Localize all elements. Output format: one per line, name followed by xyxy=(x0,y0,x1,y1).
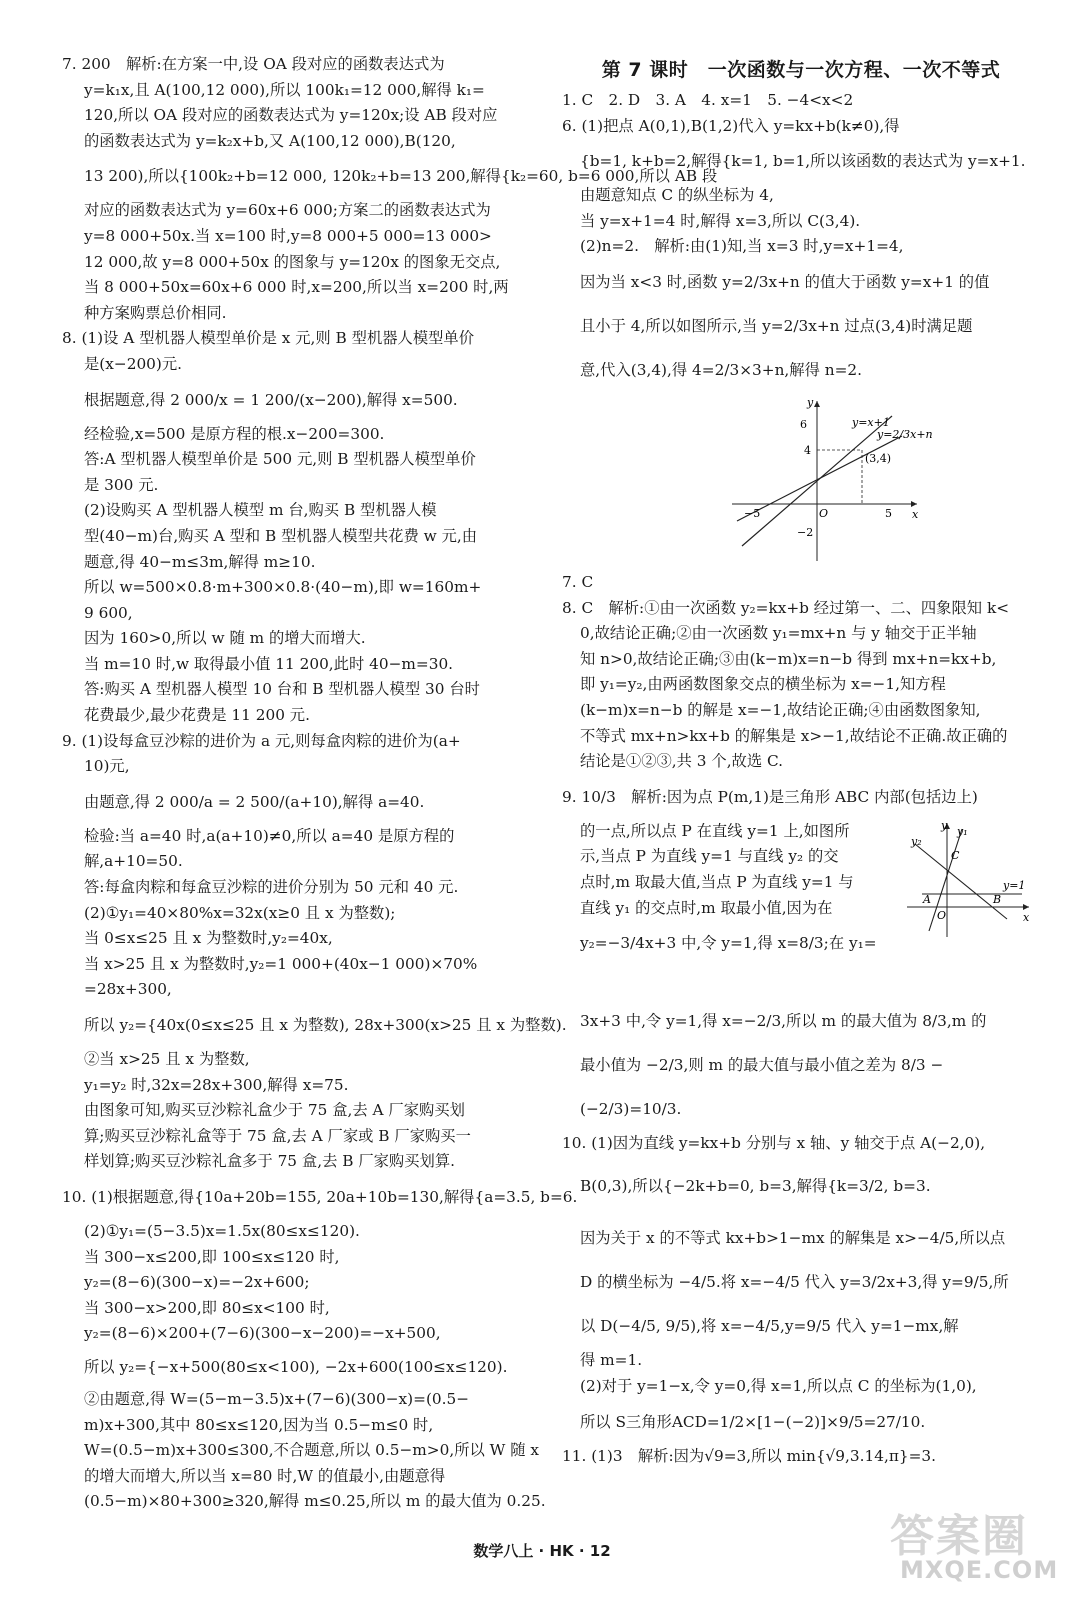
text-line: 对应的函数表达式为 y=60x+6 000;方案二的函数表达式为 xyxy=(84,201,491,220)
text-line: y₁=y₂ 时,32x=28x+300,解得 x=75. xyxy=(84,1075,349,1094)
text-line: (0.5−m)×80+300≥320,解得 m≤0.25,所以 m 的最大值为 0.25. xyxy=(84,1492,546,1511)
y-axis-label: y xyxy=(941,818,948,832)
tick-label: −5 xyxy=(744,506,761,520)
text-line: 种方案购票总价相同. xyxy=(84,303,227,322)
triangle-abc-figure xyxy=(907,819,1032,939)
origin-label: O xyxy=(937,908,947,922)
text-line: (2)n=2. 解析:由(1)知,当 x=3 时,y=x+1=4, xyxy=(580,237,904,256)
origin-label: O xyxy=(819,506,829,520)
text-line: 120,所以 OA 段对应的函数表达式为 y=120x;设 AB 段对应 xyxy=(84,106,498,125)
text-line: 因为当 x<3 时,函数 y=2/3x+n 的值大于函数 y=x+1 的值 xyxy=(580,272,990,291)
text-line: 由题意知点 C 的纵坐标为 4, xyxy=(580,186,774,205)
text-line: 解,a+10=50. xyxy=(84,852,183,871)
text-line: 9. (1)设每盒豆沙粽的进价为 a 元,则每盒肉粽的进价为(a+ xyxy=(62,731,461,750)
tick-label: −2 xyxy=(797,525,814,539)
text-line: 点时,m 取最大值,当点 P 为直线 y=1 与 xyxy=(580,872,854,891)
text-line: 所以 y₂={−x+500(80≤x<100), −2x+600(100≤x≤120). xyxy=(84,1357,508,1376)
right-column xyxy=(562,52,1040,1469)
text-line: 1. C 2. D 3. A 4. x=1 5. −4<x<2 xyxy=(562,91,854,109)
text-line: 示,当点 P 为直线 y=1 与直线 y₂ 的交 xyxy=(580,847,839,866)
text-line: 的函数表达式为 y=k₂x+b,又 A(100,12 000),B(120, xyxy=(84,131,456,150)
text-line: 花费最少,最少花费是 11 200 元. xyxy=(84,706,310,725)
text-line: (2)①y₁=40×80%x=32x(x≥0 且 x 为整数); xyxy=(84,903,396,922)
text-line: (2)①y₁=(5−3.5)x=1.5x(80≤x≤120). xyxy=(84,1221,360,1240)
text-line: 即 y₁=y₂,由两函数图象交点的横坐标为 x=−1,知方程 xyxy=(580,675,946,694)
text-line: 直线 y₁ 的交点时,m 取最小值,因为在 xyxy=(580,898,833,917)
text-line: ②由题意,得 W=(5−m−3.5)x+(7−6)(300−x)=(0.5− xyxy=(84,1389,470,1408)
text-line: (−2/3)=10/3. xyxy=(580,1099,682,1118)
text-line: 型(40−m)台,购买 A 型和 B 型机器人模型共花费 w 元,由 xyxy=(84,526,478,545)
text-line: 当 300−x≤200,即 100≤x≤120 时, xyxy=(84,1247,340,1266)
text-line: 由题意,得 2 000/a = 2 500/(a+10),解得 a=40. xyxy=(84,792,425,811)
text-line: 6. (1)把点 A(0,1),B(1,2)代入 y=kx+b(k≠0),得 xyxy=(562,116,900,135)
text-line: 由图象可知,购买豆沙粽礼盒少于 75 盒,去 A 厂家购买划 xyxy=(84,1101,465,1120)
text-line: y₂=−3/4x+3 中,令 y=1,得 x=8/3;在 y₁= xyxy=(580,934,877,953)
q9-block xyxy=(562,819,1040,999)
text-line: ②当 x>25 且 x 为整数, xyxy=(84,1050,250,1068)
text-line: 0,故结论正确;②由一次函数 y₁=mx+n 与 y 轴交于正半轴 xyxy=(580,624,977,643)
text-line: (2)对于 y=1−x,令 y=0,得 x=1,所以点 C 的坐标为(1,0), xyxy=(580,1376,977,1395)
tick-label: 5 xyxy=(885,506,892,520)
tick-label: 4 xyxy=(804,443,811,457)
text-line: 当 0≤x≤25 且 x 为整数时,y₂=40x, xyxy=(84,929,333,948)
text-line: 10)元, xyxy=(84,757,130,776)
text-line: 样划算;购买豆沙粽礼盒多于 75 盒,去 B 厂家购买划算. xyxy=(84,1152,455,1171)
text-line: 所以 w=500×0.8·m+300×0.8·(40−m),即 w=160m+ xyxy=(84,578,482,597)
page-footer: 数学八上 · HK · 12 xyxy=(473,1542,611,1560)
text-line: 答:购买 A 型机器人模型 10 台和 B 型机器人模型 30 台时 xyxy=(84,680,480,699)
text-line: 11. (1)3 解析:因为√9=3,所以 min{√9,3.14,π}=3. xyxy=(562,1446,937,1465)
y-axis-label: y xyxy=(807,395,814,409)
text-line: (2)设购买 A 型机器人模型 m 台,购买 B 型机器人模 xyxy=(84,501,437,520)
text-line: 9. 10/3 解析:因为点 P(m,1)是三角形 ABC 内部(包括边上) xyxy=(562,787,978,806)
line-label: y₁ xyxy=(957,824,968,838)
text-line: 3x+3 中,令 y=1,得 x=−2/3,所以 m 的最大值为 8/3,m 的 xyxy=(580,1011,987,1030)
text-line: {b=1, k+b=2,解得{k=1, b=1,所以该函数的表达式为 y=x+1. xyxy=(580,152,1026,171)
text-line: 当 300−x>200,即 80≤x<100 时, xyxy=(84,1298,330,1317)
text-line: y=8 000+50x.当 x=100 时,y=8 000+5 000=13 000> xyxy=(84,226,492,245)
text-line: 算;购买豆沙粽礼盒等于 75 盒,去 A 厂家或 B 厂家购买一 xyxy=(84,1126,471,1145)
text-line: 的增大而增大,所以当 x=80 时,W 的值最小,由题意得 xyxy=(84,1466,446,1485)
text-line: 的一点,所以点 P 在直线 y=1 上,如图所 xyxy=(580,821,850,840)
x-axis-label: x xyxy=(912,507,919,521)
text-line: 8. C 解析:①由一次函数 y₂=kx+b 经过第一、二、四象限知 k< xyxy=(562,598,1010,617)
text-line: (k−m)x=n−b 的解是 x=−1,故结论正确;④由函数图象知, xyxy=(580,700,981,719)
text-line: 意,代入(3,4),得 4=2/3×3+n,解得 n=2. xyxy=(580,360,863,379)
point-label: A xyxy=(923,892,931,906)
text-line: 13 200),所以{100k₂+b=12 000, 120k₂+b=13 200,解得{k₂=60, b=6 000,所以 AB 段 xyxy=(84,167,718,186)
text-line: 9 600, xyxy=(84,603,133,622)
watermark-logo xyxy=(880,1500,1070,1590)
text-line: 得 m=1. xyxy=(580,1351,643,1370)
text-line: 题意,得 40−m≤3m,解得 m≥10. xyxy=(84,552,316,571)
text-line: D 的横坐标为 −4/5.将 x=−4/5 代入 y=3/2x+3,得 y=9/5,所 xyxy=(580,1273,1009,1292)
text-line: 7. C xyxy=(562,572,594,591)
text-line: y=k₁x,且 A(100,12 000),所以 100k₁=12 000,解得 k₁= xyxy=(84,80,485,99)
text-line: W=(0.5−m)x+300≤300,不合题意,所以 0.5−m>0,所以 W 随 x xyxy=(84,1441,540,1460)
text-line: 当 y=x+1=4 时,解得 x=3,所以 C(3,4). xyxy=(580,211,861,230)
text-line: 10. (1)因为直线 y=kx+b 分别与 x 轴、y 轴交于点 A(−2,0), xyxy=(562,1133,986,1152)
text-line: 不等式 mx+n>kx+b 的解集是 x>−1,故结论不正确.故正确的 xyxy=(580,726,1008,745)
text-line: =28x+300, xyxy=(84,980,172,999)
text-line: m)x+300,其中 80≤x≤120,因为当 0.5−m≤0 时, xyxy=(84,1415,434,1434)
x-axis-label: x xyxy=(1023,910,1030,924)
text-line: 12 000,故 y=8 000+50x 的图象与 y=120x 的图象无交点, xyxy=(84,252,501,271)
point-label: B xyxy=(993,892,1002,906)
point-label: (3,4) xyxy=(865,451,892,465)
text-line: 检验:当 a=40 时,a(a+10)≠0,所以 a=40 是原方程的 xyxy=(84,826,455,845)
section-title: 第 7 课时 一次函数与一次方程、一次不等式 xyxy=(601,59,1001,81)
text-line: B(0,3),所以{−2k+b=0, b=3,解得{k=3/2, b=3. xyxy=(580,1177,931,1196)
text-line: 所以 S三角形ACD=1/2×[1−(−2)]×9/5=27/10. xyxy=(580,1412,926,1431)
function-graph-figure xyxy=(722,395,933,566)
text-line: y₂=(8−6)(300−x)=−2x+600; xyxy=(84,1273,310,1292)
text-line: 当 m=10 时,w 取得最小值 11 200,此时 40−m=30. xyxy=(84,654,454,673)
text-line: 是 300 元. xyxy=(84,475,159,494)
text-line: 当 x>25 且 x 为整数时,y₂=1 000+(40x−1 000)×70% xyxy=(84,954,478,973)
point-label: C xyxy=(951,848,960,862)
watermark-url: MXQE.COM xyxy=(900,1556,1059,1584)
text-line: 答:每盒肉粽和每盒豆沙粽的进价分别为 50 元和 40 元. xyxy=(84,878,459,897)
text-line: 经检验,x=500 是原方程的根.x−200=300. xyxy=(84,424,385,443)
text-line: 根据题意,得 2 000/x = 1 200/(x−200),解得 x=500. xyxy=(84,390,458,409)
text-line: 知 n>0,故结论正确;③由(k−m)x=n−b 得到 mx+n=kx+b, xyxy=(580,649,997,668)
text-line: 答:A 型机器人模型单价是 500 元,则 B 型机器人模型单价 xyxy=(84,450,476,469)
text-line: 结论是①②③,共 3 个,故选 C. xyxy=(580,752,784,771)
text-line: 以 D(−4/5, 9/5),将 x=−4/5,y=9/5 代入 y=1−mx,解 xyxy=(580,1317,959,1336)
line-label: y₂ xyxy=(911,834,922,848)
line-label: y=x+1 xyxy=(852,415,890,429)
text-line: y₂=(8−6)×200+(7−6)(300−x−200)=−x+500, xyxy=(84,1324,441,1343)
text-line: 且小于 4,所以如图所示,当 y=2/3x+n 过点(3,4)时满足题 xyxy=(580,316,973,335)
text-line: 8. (1)设 A 型机器人模型单价是 x 元,则 B 型机器人模型单价 xyxy=(62,329,475,348)
text-line: 因为 160>0,所以 w 随 m 的增大而增大. xyxy=(84,629,366,648)
text-line: 7. 200 解析:在方案一中,设 OA 段对应的函数表达式为 xyxy=(62,55,445,73)
text-line: 10. (1)根据题意,得{10a+20b=155, 20a+10b=130,解得{a=3.5, b=6. xyxy=(62,1187,578,1206)
line-y2 xyxy=(915,844,1007,919)
line-label: y=1 xyxy=(1003,878,1026,892)
line-label: y=2/3x+n xyxy=(877,427,933,441)
text-line: 因为关于 x 的不等式 kx+b>1−mx 的解集是 x>−4/5,所以点 xyxy=(580,1229,1006,1248)
text-line: 当 8 000+50x=60x+6 000 时,x=200,所以当 x=200 时,两 xyxy=(84,278,509,297)
text-line: 所以 y₂={40x(0≤x≤25 且 x 为整数), 28x+300(x>25 且 x 为整数). xyxy=(84,1016,567,1034)
text-line: 是(x−200)元. xyxy=(84,354,183,373)
watermark-text: 答案圈 xyxy=(890,1511,1028,1562)
text-line: 最小值为 −2/3,则 m 的最大值与最小值之差为 8/3 − xyxy=(580,1055,944,1074)
tick-label: 6 xyxy=(800,417,807,431)
